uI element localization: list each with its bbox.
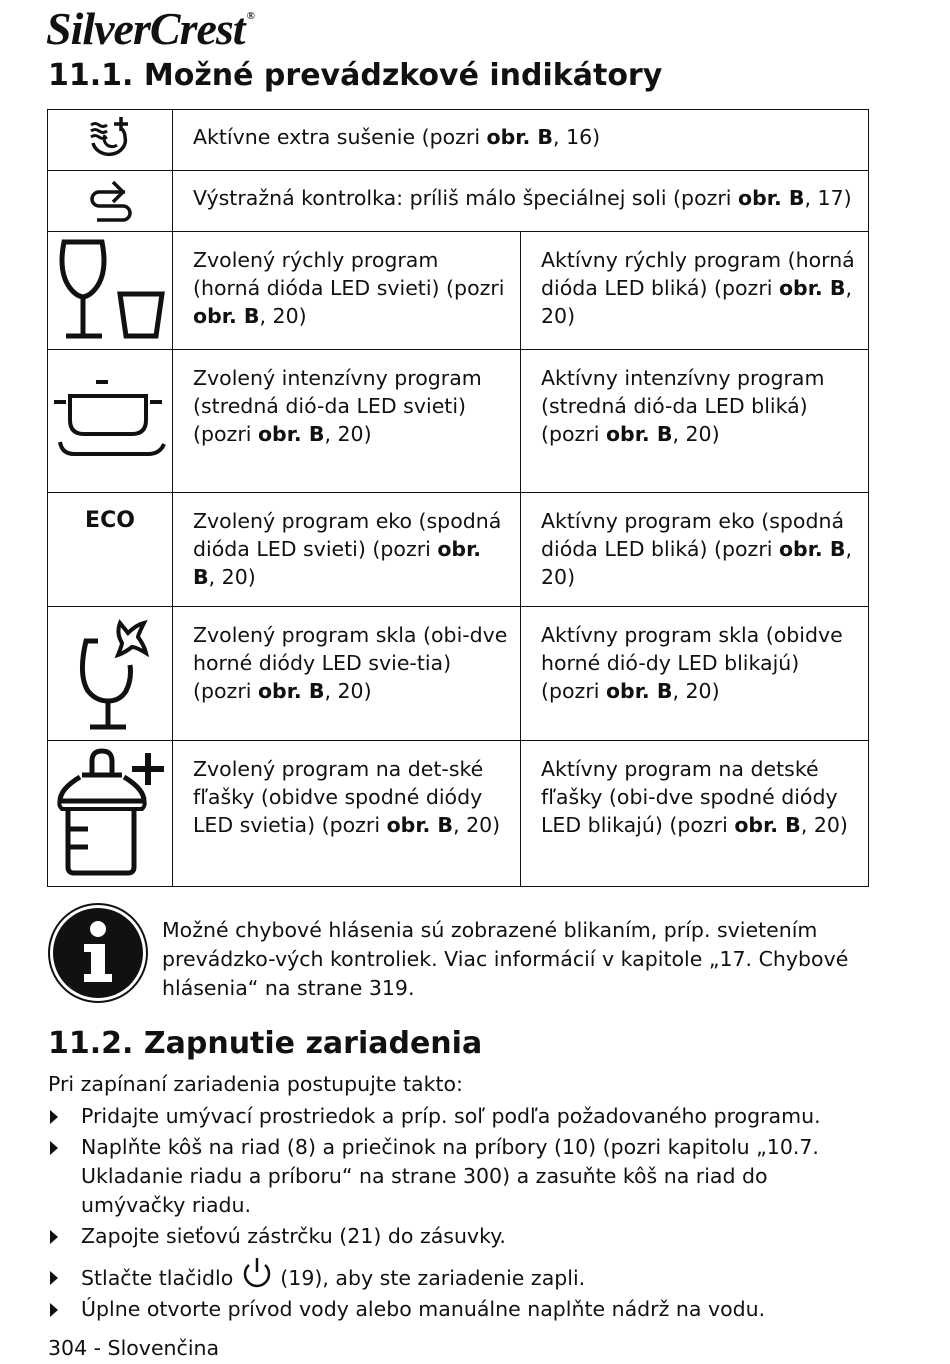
info-icon xyxy=(47,902,149,1004)
page-footer: 304 - Slovenčina xyxy=(48,1336,220,1360)
table-row xyxy=(48,171,869,232)
quick-selected-text: Zvolený rýchly program (horná dióda LED svieti) (pozri obr. B, 20) xyxy=(173,232,521,350)
glass-selected-text: Zvolený program skla (obi-dve horné diódy LED svie-tia) (pozri obr. B, 20) xyxy=(173,607,521,741)
intro-text: Pri zapínaní zariadenia postupujte takto: xyxy=(48,1072,463,1096)
list-item: Úplne otvorte prívod vody alebo manuálne naplňte nádrž na vodu. xyxy=(48,1295,868,1324)
glass-program-icon xyxy=(48,607,173,741)
bullet-arrow-icon xyxy=(50,1230,58,1244)
bullet-arrow-icon xyxy=(50,1110,58,1124)
table-row xyxy=(48,493,869,607)
extra-dry-text: Aktívne extra sušenie (pozri obr. B, 16) xyxy=(173,110,869,171)
indicator-table xyxy=(47,109,869,887)
steps-list xyxy=(48,1102,868,1326)
salt-refill-icon xyxy=(48,171,173,232)
table-row xyxy=(48,110,869,171)
bottle-selected-text: Zvolený program na det-ské fľašky (obidve spodné diódy LED svietia) (pozri obr. B, 20) xyxy=(173,741,521,887)
quick-program-icon xyxy=(48,232,173,350)
list-item: Pridajte umývací prostriedok a príp. soľ podľa požadovaného programu. xyxy=(48,1102,868,1131)
bottle-active-text: Aktívny program na detské fľašky (obi-dve spodné diódy LED blikajú) (pozri obr. B, 20) xyxy=(521,741,869,887)
bullet-arrow-icon xyxy=(50,1303,58,1317)
list-item: Zapojte sieťovú zástrčku (21) do zásuvky. xyxy=(48,1222,868,1251)
section-heading-indicators: 11.1. Možné prevádzkové indikátory xyxy=(48,58,663,93)
brand-logo: SilverCrest ® xyxy=(46,3,254,54)
bullet-arrow-icon xyxy=(50,1271,58,1285)
bullet-arrow-icon xyxy=(50,1141,58,1155)
power-icon xyxy=(240,1257,274,1289)
table-row xyxy=(48,350,869,493)
intensive-selected-text: Zvolený intenzívny program (stredná dió-da LED svieti) (pozri obr. B, 20) xyxy=(173,350,521,493)
section-heading-power-on: 11.2. Zapnutie zariadenia xyxy=(48,1026,483,1061)
eco-icon: ECO xyxy=(48,493,173,607)
info-text: Možné chybové hlásenia sú zobrazené blikaním, príp. svietením prevádzko-vých kontroliek. Viac informácií v kapitole „17. Chybové hlásenia“ na strane 319. xyxy=(162,918,849,1000)
salt-warning-text: Výstražná kontrolka: príliš málo špeciálnej soli (pozri obr. B, 17) xyxy=(173,171,869,232)
list-item: Stlačte tlačidlo (19), aby ste zariadenie zapli. xyxy=(48,1257,868,1293)
table-row xyxy=(48,741,869,887)
intensive-program-icon xyxy=(48,350,173,493)
eco-selected-text: Zvolený program eko (spodná dióda LED svieti) (pozri obr. B, 20) xyxy=(173,493,521,607)
eco-active-text: Aktívny program eko (spodná dióda LED bliká) (pozri obr. B, 20) xyxy=(521,493,869,607)
extra-dry-icon xyxy=(48,110,173,171)
table-row xyxy=(48,232,869,350)
quick-active-text: Aktívny rýchly program (horná dióda LED bliká) (pozri obr. B, 20) xyxy=(521,232,869,350)
baby-bottle-program-icon xyxy=(48,741,173,887)
list-item: Naplňte kôš na riad (8) a priečinok na príbory (10) (pozri kapitolu „10.7. Ukladanie riadu a príboru“ na strane 300) a zasuňte kôš na riad do umývačky riadu. xyxy=(48,1133,868,1220)
intensive-active-text: Aktívny intenzívny program (stredná dió-da LED bliká) (pozri obr. B, 20) xyxy=(521,350,869,493)
glass-active-text: Aktívny program skla (obidve horné dió-dy LED blikajú) (pozri obr. B, 20) xyxy=(521,607,869,741)
table-row xyxy=(48,607,869,741)
